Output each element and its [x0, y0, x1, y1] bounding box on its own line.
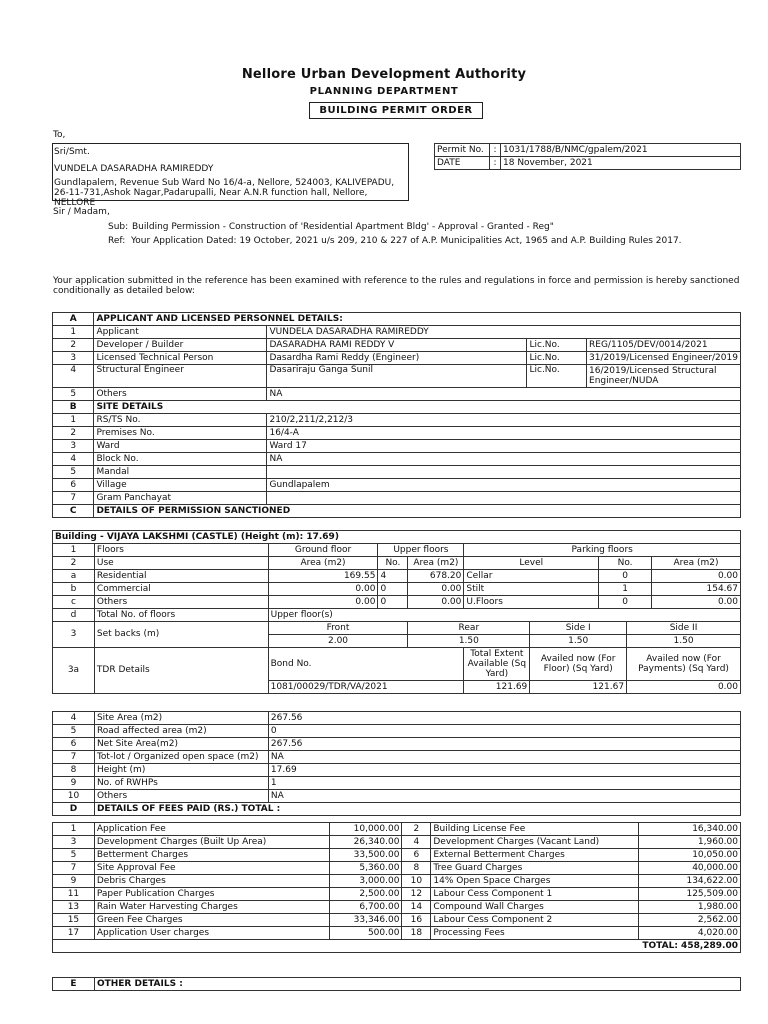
- fee-no-left: 13: [53, 901, 95, 914]
- org-title: Nellore Urban Development Authority: [241, 67, 527, 82]
- row-label: Net Site Area(m2): [94, 738, 268, 751]
- row-no: 6: [53, 479, 94, 492]
- fee-no-right: 6: [402, 849, 431, 862]
- side2-value: 1.50: [627, 635, 741, 648]
- fee-value-right: 1,960.00: [639, 836, 741, 849]
- lic-label: Lic.No.: [527, 352, 587, 365]
- row-label: Mandal: [94, 466, 267, 479]
- row-no: a: [53, 570, 95, 583]
- row-value: 267.56: [268, 712, 740, 725]
- section-title: DETAILS OF PERMISSION SANCTIONED: [94, 505, 741, 518]
- side1-header: Side I: [530, 622, 627, 635]
- tdr-floor-header: Availed now (For Floor) (Sq Yard): [530, 648, 627, 681]
- fee-no-left: 17: [53, 927, 95, 940]
- row-value: NA: [268, 790, 740, 803]
- building-title: Building - VIJAYA LAKSHMI (CASTLE) (Height (m): 17.69): [53, 531, 741, 544]
- parking-floors-header: Parking floors: [464, 544, 741, 557]
- fee-no-left: 9: [53, 875, 95, 888]
- row-value: 267.56: [268, 738, 740, 751]
- row-no: 5: [53, 725, 95, 738]
- row-label: TDR Details: [94, 648, 268, 694]
- row-label: Licensed Technical Person: [94, 352, 267, 365]
- tdr-total: 121.69: [464, 681, 530, 694]
- colon: :: [490, 157, 501, 170]
- fee-no-left: 5: [53, 849, 95, 862]
- row-no: 1: [53, 544, 95, 557]
- row-no: 6: [53, 738, 95, 751]
- fee-row: [53, 836, 741, 849]
- section-title: APPLICANT AND LICENSED PERSONNEL DETAILS:: [94, 313, 741, 326]
- row-label: Gram Panchayat: [94, 492, 267, 505]
- greeting: Sir / Madam,: [53, 207, 110, 217]
- fee-label-right: Building License Fee: [431, 823, 639, 836]
- row-label: Ward: [94, 440, 267, 453]
- row-no: 10: [53, 790, 95, 803]
- reference: Your Application Dated: 19 October, 2021 u/s 209, 210 & 227 of A.P. Municipalities Act, 1965 and A.P. Building Rules 2017.: [131, 236, 682, 246]
- row-no: d: [53, 609, 95, 622]
- fee-row: [53, 862, 741, 875]
- fee-value-left: 3,000.00: [329, 875, 402, 888]
- fee-label-left: Application User charges: [94, 927, 329, 940]
- upper-no: 4: [378, 570, 408, 583]
- row-no: 1: [53, 414, 94, 427]
- tdr-floor: 121.67: [530, 681, 627, 694]
- fee-label-left: Rain Water Harvesting Charges: [94, 901, 329, 914]
- row-no: b: [53, 583, 95, 596]
- fee-label-left: Development Charges (Built Up Area): [94, 836, 329, 849]
- section-letter: E: [53, 978, 95, 991]
- row-value: Ward 17: [267, 440, 741, 453]
- row-label: Height (m): [94, 764, 268, 777]
- fee-no-left: 7: [53, 862, 95, 875]
- upper-area: 0.00: [408, 583, 464, 596]
- fee-value-right: 1,980.00: [639, 901, 741, 914]
- upper-area-header: Area (m2): [408, 557, 464, 570]
- row-no: 5: [53, 466, 94, 479]
- parking-level: Cellar: [464, 570, 599, 583]
- fee-no-left: 11: [53, 888, 95, 901]
- row-no: 7: [53, 751, 95, 764]
- upper-no-header: No.: [378, 557, 408, 570]
- row-no: 3: [53, 622, 95, 648]
- row-label: Village: [94, 479, 267, 492]
- fee-no-right: 14: [402, 901, 431, 914]
- ref-label: Ref:: [108, 236, 126, 246]
- row-label: Floors: [94, 544, 268, 557]
- row-no: 2: [53, 557, 95, 570]
- row-value: 1: [268, 777, 740, 790]
- row-label: Total No. of floors: [94, 609, 268, 622]
- fee-row: [53, 927, 741, 940]
- rear-value: 1.50: [408, 635, 530, 648]
- row-label: Block No.: [94, 453, 267, 466]
- fee-label-left: Green Fee Charges: [94, 914, 329, 927]
- side1-value: 1.50: [530, 635, 627, 648]
- section-e-table: [52, 977, 741, 991]
- upper-area: 0.00: [408, 596, 464, 609]
- row-value: Gundlapalem: [267, 479, 741, 492]
- fee-no-left: 3: [53, 836, 95, 849]
- subject: Building Permission - Construction of 'Residential Apartment Bldg' - Approval - Granted - Reg": [132, 222, 554, 232]
- fee-no-right: 10: [402, 875, 431, 888]
- fee-value-right: 16,340.00: [639, 823, 741, 836]
- fee-value-left: 2,500.00: [329, 888, 402, 901]
- row-label: Set backs (m): [94, 622, 268, 648]
- fee-label-right: Labour Cess Component 1: [431, 888, 639, 901]
- ground-area-header: Area (m2): [268, 557, 378, 570]
- ground-area: 0.00: [268, 596, 378, 609]
- bond-no: 1081/00029/TDR/VA/2021: [268, 681, 464, 694]
- sub-label: Sub:: [108, 222, 129, 232]
- row-value: VUNDELA DASARADHA RAMIREDDY: [267, 326, 741, 339]
- fee-value-right: 40,000.00: [639, 862, 741, 875]
- fee-no-right: 2: [402, 823, 431, 836]
- row-no: 8: [53, 764, 95, 777]
- parking-area: 0.00: [652, 570, 741, 583]
- parking-area: 0.00: [652, 596, 741, 609]
- section-title: OTHER DETAILS :: [94, 978, 740, 991]
- section-c-table: [52, 530, 741, 694]
- row-no: 3: [53, 352, 94, 365]
- parking-no: 0: [599, 596, 652, 609]
- row-label: RS/TS No.: [94, 414, 267, 427]
- lic-value: 31/2019/Licensed Engineer/2019: [587, 352, 741, 365]
- fee-no-left: 1: [53, 823, 95, 836]
- fee-value-right: 134,622.00: [639, 875, 741, 888]
- section-letter: D: [53, 803, 95, 816]
- document-title: BUILDING PERMIT ORDER: [309, 102, 483, 119]
- fee-no-left: 15: [53, 914, 95, 927]
- row-value: 0: [268, 725, 740, 738]
- row-label: Structural Engineer: [94, 365, 267, 388]
- parking-area: 154.67: [652, 583, 741, 596]
- fee-no-right: 12: [402, 888, 431, 901]
- row-no: 4: [53, 712, 95, 725]
- section-a-b-table: [52, 312, 741, 518]
- department-title: PLANNING DEPARTMENT: [309, 86, 459, 97]
- fees-total: TOTAL: 458,289.00: [53, 940, 741, 953]
- addressee-name: VUNDELA DASARADHA RAMIREDDY: [54, 164, 214, 174]
- fee-label-right: External Betterment Charges: [431, 849, 639, 862]
- row-value: NA: [267, 388, 741, 401]
- row-no: 9: [53, 777, 95, 790]
- fee-value-left: 5,360.00: [329, 862, 402, 875]
- fee-value-right: 10,050.00: [639, 849, 741, 862]
- permit-date: 18 November, 2021: [501, 157, 741, 170]
- fee-label-right: Processing Fees: [431, 927, 639, 940]
- fee-value-left: 26,340.00: [329, 836, 402, 849]
- fee-value-left: 33,500.00: [329, 849, 402, 862]
- rear-header: Rear: [408, 622, 530, 635]
- fee-no-right: 16: [402, 914, 431, 927]
- ground-floor-header: Ground floor: [268, 544, 378, 557]
- addressee-box: [52, 143, 409, 208]
- row-no: 2: [53, 339, 94, 352]
- fee-label-left: Application Fee: [94, 823, 329, 836]
- row-no: 1: [53, 326, 94, 339]
- upper-no: 0: [378, 596, 408, 609]
- lic-label: Lic.No.: [527, 365, 587, 388]
- row-no: 4: [53, 453, 94, 466]
- tdr-total-header: Total Extent Available (Sq Yard): [464, 648, 530, 681]
- fee-label-left: Site Approval Fee: [94, 862, 329, 875]
- fee-label-right: Compound Wall Charges: [431, 901, 639, 914]
- row-value: 210/2,211/2,212/3: [267, 414, 741, 427]
- addressee-address: Gundlapalem, Revenue Sub Ward No 16/4-a, Nellore, 524003, KALIVEPADU, 26-11-731,Ashok Nagar,Padarupalli, Near A.N.R function hall, Nellore, NELLORE: [54, 178, 395, 208]
- fee-value-left: 500.00: [329, 927, 402, 940]
- row-label: Others: [94, 388, 267, 401]
- row-label: Site Area (m2): [94, 712, 268, 725]
- fee-value-right: 2,562.00: [639, 914, 741, 927]
- parking-area-header: Area (m2): [652, 557, 741, 570]
- fee-label-left: Debris Charges: [94, 875, 329, 888]
- fees-table: [52, 822, 741, 953]
- fee-label-right: 14% Open Space Charges: [431, 875, 639, 888]
- row-value: NA: [268, 751, 740, 764]
- row-no: 5: [53, 388, 94, 401]
- row-value: [267, 492, 741, 505]
- fee-no-right: 4: [402, 836, 431, 849]
- row-no: 4: [53, 365, 94, 388]
- fee-label-left: Paper Publication Charges: [94, 888, 329, 901]
- permit-no-label: Permit No.: [435, 144, 490, 157]
- parking-no: 1: [599, 583, 652, 596]
- lic-value: 16/2019/Licensed Structural Engineer/NUDA: [587, 365, 741, 388]
- row-label: Others: [94, 790, 268, 803]
- row-value: Dasardha Rami Reddy (Engineer): [267, 352, 527, 365]
- parking-no-header: No.: [599, 557, 652, 570]
- side2-header: Side II: [627, 622, 741, 635]
- lic-label: Lic.No.: [527, 339, 587, 352]
- section-letter: B: [53, 401, 94, 414]
- row-value: NA: [267, 453, 741, 466]
- upper-area: 678.20: [408, 570, 464, 583]
- fee-label-right: Tree Guard Charges: [431, 862, 639, 875]
- fee-row: [53, 914, 741, 927]
- row-label: Use: [94, 557, 268, 570]
- salutation-prefix: Sri/Smt.: [54, 147, 90, 157]
- fee-row: [53, 901, 741, 914]
- lic-value: REG/1105/DEV/0014/2021: [587, 339, 741, 352]
- row-value: 17.69: [268, 764, 740, 777]
- section-title: DETAILS OF FEES PAID (RS.) TOTAL :: [94, 803, 740, 816]
- fee-value-right: 125,509.00: [639, 888, 741, 901]
- row-value: 16/4-A: [267, 427, 741, 440]
- to-label: To,: [53, 130, 66, 140]
- section-c-site-table: [52, 711, 741, 816]
- row-no: 7: [53, 492, 94, 505]
- fee-label-right: Labour Cess Component 2: [431, 914, 639, 927]
- fee-label-left: Betterment Charges: [94, 849, 329, 862]
- tdr-payment: 0.00: [627, 681, 741, 694]
- parking-level: U.Floors: [464, 596, 599, 609]
- row-no: 3a: [53, 648, 95, 694]
- front-header: Front: [268, 622, 408, 635]
- fee-value-right: 4,020.00: [639, 927, 741, 940]
- section-letter: A: [53, 313, 94, 326]
- fee-value-left: 6,700.00: [329, 901, 402, 914]
- fee-label-right: Development Charges (Vacant Land): [431, 836, 639, 849]
- fee-no-right: 18: [402, 927, 431, 940]
- fee-row: [53, 823, 741, 836]
- row-label: Others: [94, 596, 268, 609]
- total-floors-value: Upper floor(s): [268, 609, 740, 622]
- fee-row: [53, 875, 741, 888]
- row-value: Dasariraju Ganga Sunil: [267, 365, 527, 388]
- parking-level: Stilt: [464, 583, 599, 596]
- tdr-payment-header: Availed now (For Payments) (Sq Yard): [627, 648, 741, 681]
- fee-value-left: 10,000.00: [329, 823, 402, 836]
- row-no: 2: [53, 427, 94, 440]
- section-title: SITE DETAILS: [94, 401, 741, 414]
- ground-area: 169.55: [268, 570, 378, 583]
- parking-no: 0: [599, 570, 652, 583]
- fee-row: [53, 849, 741, 862]
- upper-floors-header: Upper floors: [378, 544, 464, 557]
- bond-label: Bond No.: [268, 648, 464, 681]
- colon: :: [490, 144, 501, 157]
- upper-no: 0: [378, 583, 408, 596]
- front-value: 2.00: [268, 635, 408, 648]
- row-no: c: [53, 596, 95, 609]
- row-label: Developer / Builder: [94, 339, 267, 352]
- permit-table: [434, 143, 741, 170]
- intro-text: Your application submitted in the reference has been examined with reference to the rules and regulations in force and permission is hereby sanctioned conditionally as detailed below:: [53, 276, 740, 296]
- row-label: Residential: [94, 570, 268, 583]
- row-label: Tot-lot / Organized open space (m2): [94, 751, 268, 764]
- section-letter: C: [53, 505, 94, 518]
- fee-no-right: 8: [402, 862, 431, 875]
- row-label: Road affected area (m2): [94, 725, 268, 738]
- permit-no: 1031/1788/B/NMC/gpalem/2021: [501, 144, 741, 157]
- row-value: DASARADHA RAMI REDDY V: [267, 339, 527, 352]
- row-label: No. of RWHPs: [94, 777, 268, 790]
- ground-area: 0.00: [268, 583, 378, 596]
- row-no: 3: [53, 440, 94, 453]
- level-header: Level: [464, 557, 599, 570]
- row-label: Premises No.: [94, 427, 267, 440]
- permit-date-label: DATE: [435, 157, 490, 170]
- fee-value-left: 33,346.00: [329, 914, 402, 927]
- row-value: [267, 466, 741, 479]
- fee-row: [53, 888, 741, 901]
- row-label: Commercial: [94, 583, 268, 596]
- row-label: Applicant: [94, 326, 267, 339]
